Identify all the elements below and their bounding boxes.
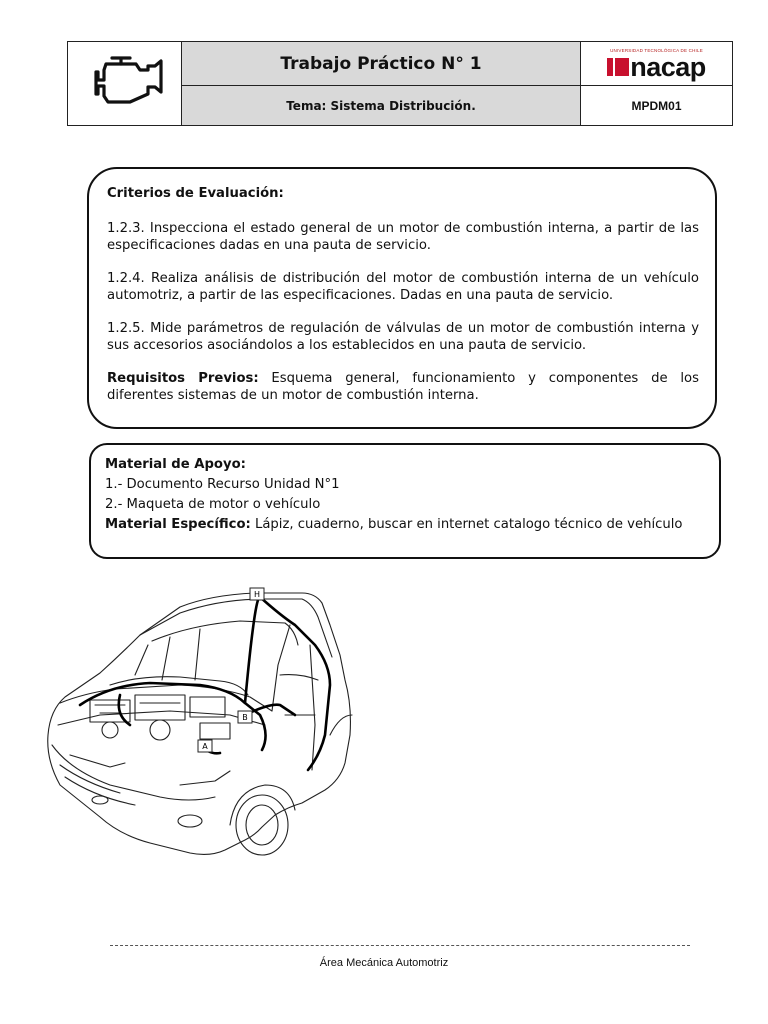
- criterios-box: [87, 167, 717, 429]
- footer-text: Área Mecánica Automotriz: [319, 957, 449, 969]
- requisitos-previos: [107, 370, 699, 405]
- connector-label-b: B: [242, 713, 248, 722]
- logo-cell: [581, 42, 733, 86]
- material-box: [89, 443, 721, 559]
- especifico-text: Lápiz, cuaderno, buscar en internet catalogo técnico de vehículo: [250, 517, 683, 532]
- requisitos-text: Esquema general, funcionamiento y componentes de los diferentes sistemas de un motor de combustión interna.: [107, 370, 699, 403]
- document-topic: Tema: Sistema Distribución.: [182, 86, 581, 126]
- especifico-label: Material Específico:: [105, 517, 251, 532]
- logo-square-mark: [615, 58, 629, 76]
- document-header: [67, 41, 733, 122]
- requisitos-label: Requisitos Previos:: [107, 370, 259, 386]
- logo-subtitle: UNIVERSIDAD TECNOLÓGICA DE CHILE: [610, 47, 703, 53]
- document-title: Trabajo Práctico N° 1: [182, 42, 581, 86]
- connector-label-h: H: [253, 590, 261, 599]
- material-item: 2.- Maqueta de motor o vehículo: [105, 497, 321, 512]
- material-title: Material de Apoyo:: [105, 457, 246, 472]
- connector-label-a: A: [202, 742, 208, 751]
- criterio-item: 1.2.3. Inspecciona el estado general de un motor de combustión interna, a partir de las especificaciones dadas en una pauta de servicio.: [107, 220, 699, 253]
- engine-check-icon: [68, 42, 181, 121]
- document-code: MPDM01: [581, 86, 733, 126]
- material-item: 1.- Documento Recurso Unidad N°1: [105, 477, 340, 492]
- criterios-title: Criterios de Evaluación:: [107, 186, 284, 201]
- engine-icon-cell: [68, 42, 182, 126]
- logo-bar-mark: [607, 58, 613, 76]
- car-wiring-diagram: [40, 585, 380, 870]
- material-especifico: [105, 515, 705, 535]
- footer-divider: [110, 945, 690, 946]
- criterio-item: 1.2.5. Mide parámetros de regulación de válvulas de un motor de combustión interna y sus accesorios asociándolos a los establecidos en una pauta de servicio.: [107, 320, 699, 353]
- inacap-logo: [581, 42, 732, 85]
- logo-name: nacap: [630, 51, 706, 82]
- criterio-item: 1.2.4. Realiza análisis de distribución del motor de combustión interna de un vehículo automotriz, a partir de las especificaciones. Dadas en una pauta de servicio.: [107, 270, 699, 303]
